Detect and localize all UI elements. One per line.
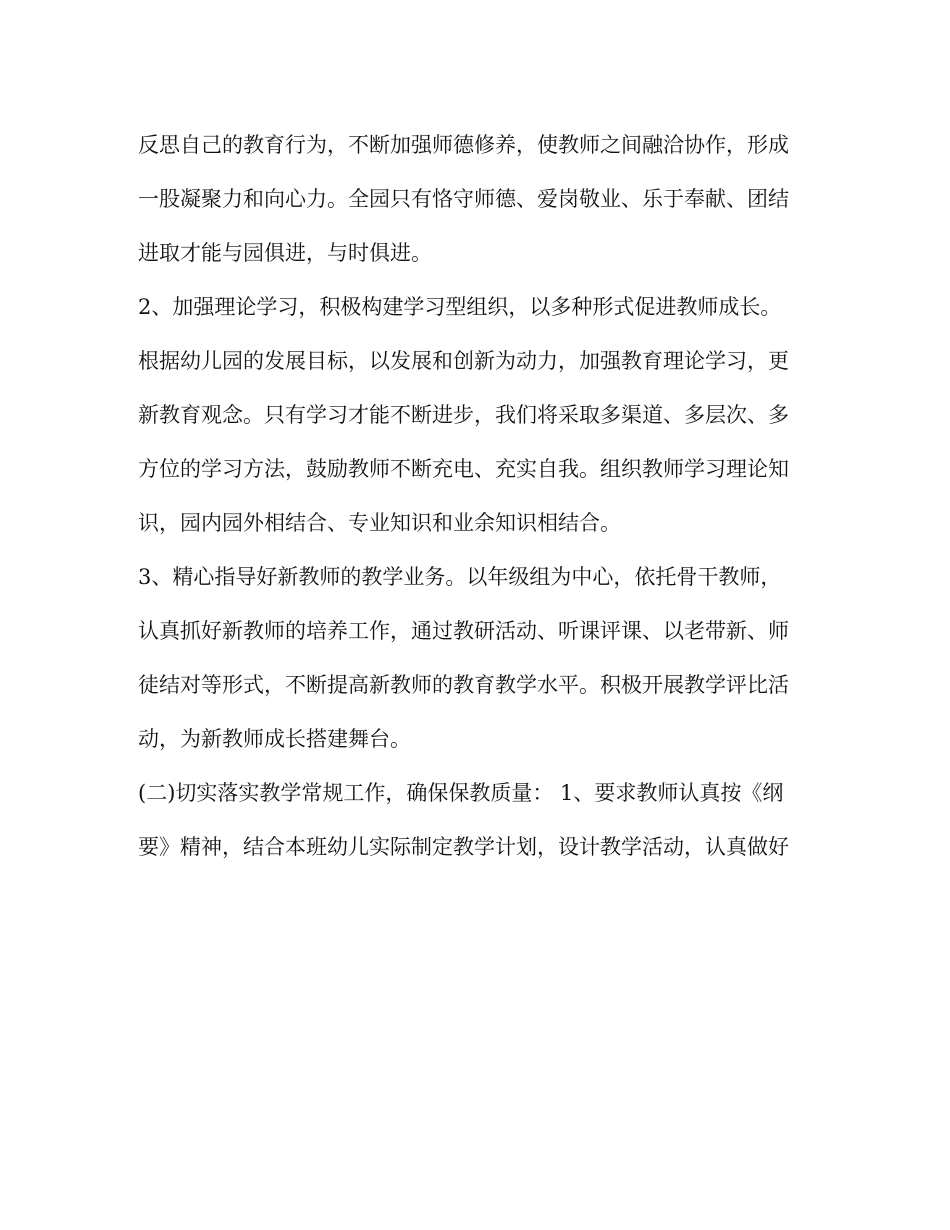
text-line: 识，园内园外相结合、专业知识和业余知识相结合。 — [138, 511, 621, 535]
text-line: 徒结对等形式，不断提高新教师的教育教学水平。积极开展教学评比活 — [138, 673, 789, 697]
text-line: 认真抓好新教师的培养工作，通过教研活动、听课评课、以老带新、师 — [138, 619, 789, 643]
document-body — [138, 118, 818, 874]
text-line: (二)切实落实教学常规工作，确保保教质量： 1、要求教师认真按《纲 — [138, 781, 784, 805]
text-line: 一股凝聚力和向心力。全园只有恪守师德、爱岗敬业、乐于奉献、团结 — [138, 187, 789, 211]
text-line: 方位的学习方法，鼓励教师不断充电、充实自我。组织教师学习理论知 — [138, 457, 789, 481]
text-line: 2、加强理论学习，积极构建学习型组织，以多种形式促进教师成长。 — [138, 295, 782, 319]
text-line: 动，为新教师成长搭建舞台。 — [138, 727, 411, 751]
text-line: 根据幼儿园的发展目标，以发展和创新为动力，加强教育理论学习，更 — [138, 349, 789, 373]
text-line: 反思自己的教育行为，不断加强师德修养，使教师之间融洽协作，形成 — [138, 133, 789, 157]
text-line: 要》精神，结合本班幼儿实际制定教学计划，设计教学活动，认真做好 — [138, 835, 789, 859]
text-line: 进取才能与园俱进，与时俱进。 — [138, 241, 432, 265]
text-line: 新教育观念。只有学习才能不断进步，我们将采取多渠道、多层次、多 — [138, 403, 789, 427]
text-line: 3、精心指导好新教师的教学业务。以年级组为中心，依托骨干教师， — [138, 565, 782, 589]
